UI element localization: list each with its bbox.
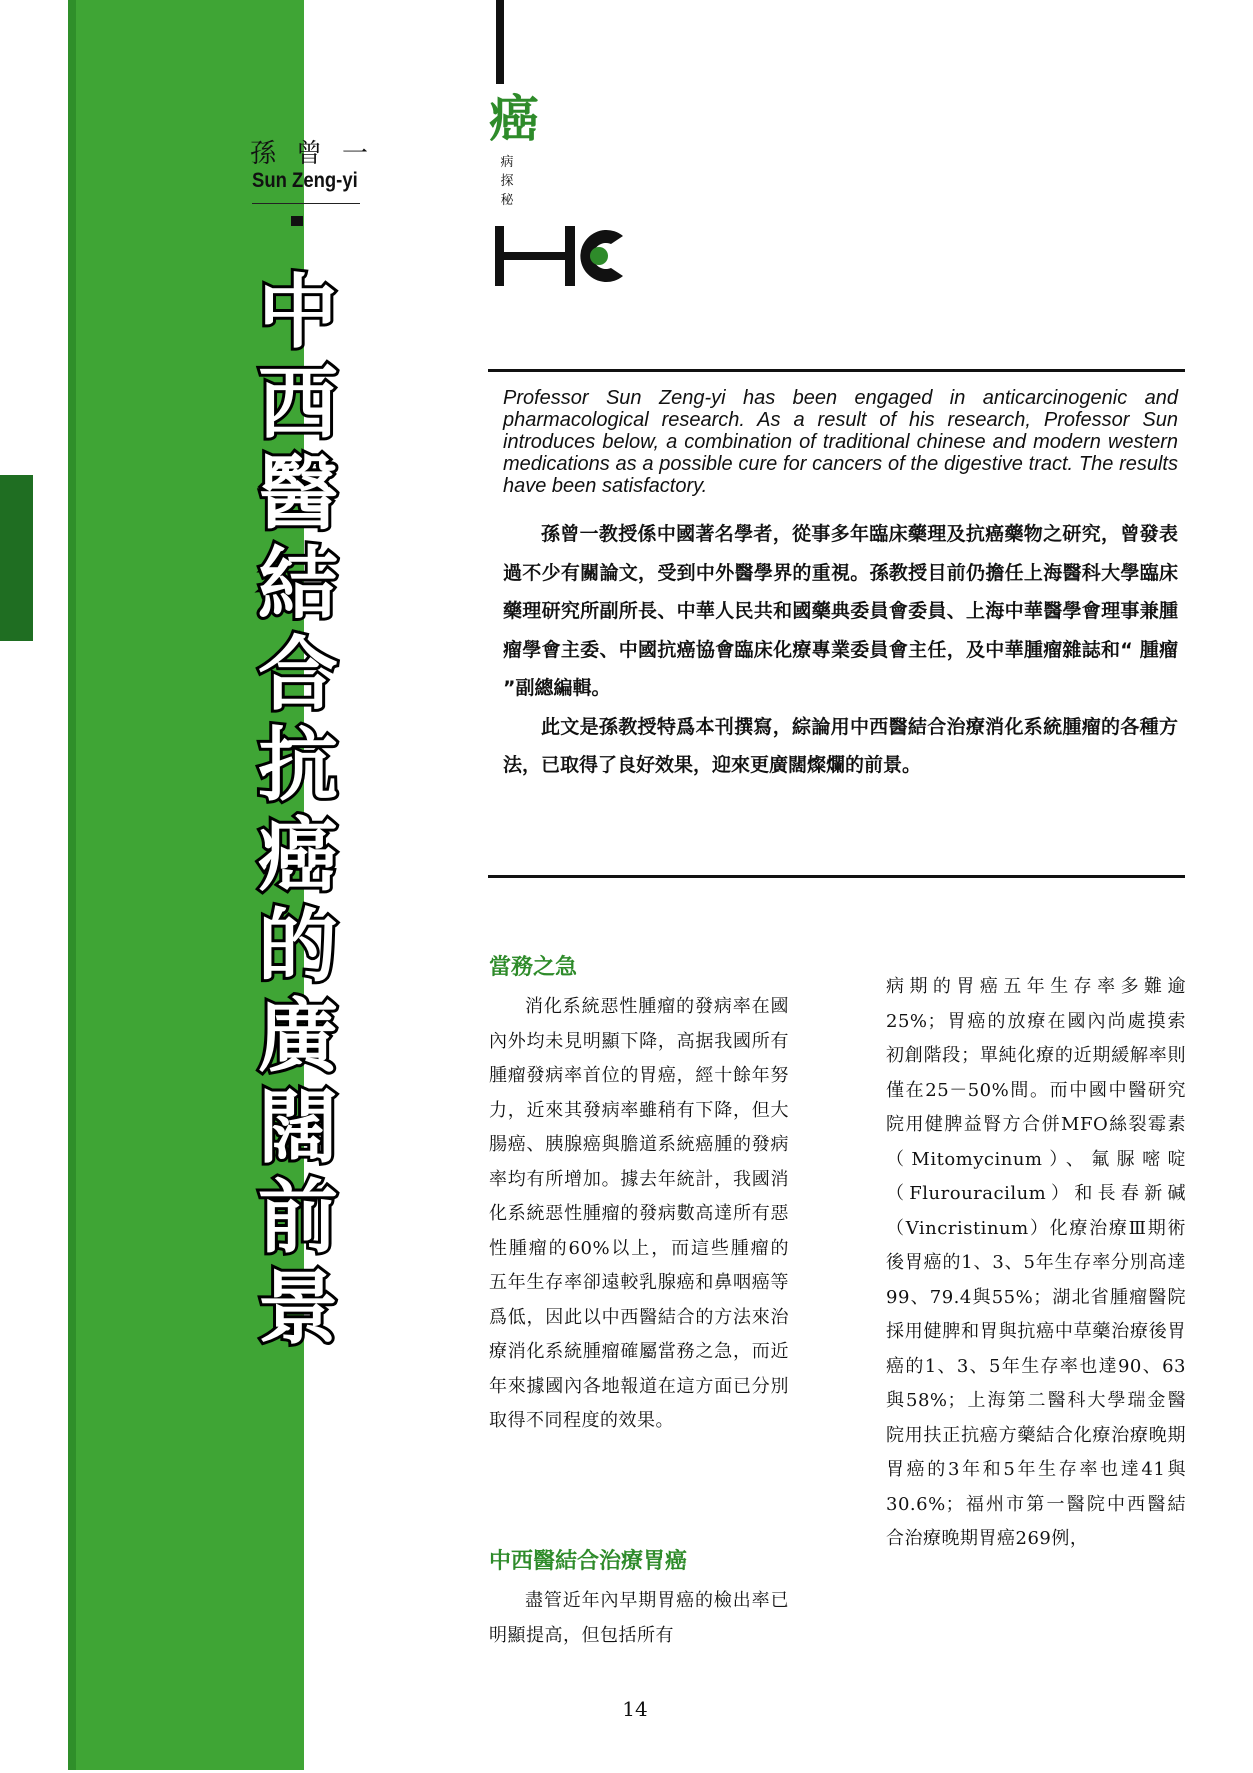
- body-column-right: [886, 970, 1186, 1557]
- abstract-bottom-rule: [488, 875, 1185, 878]
- author-name-en: Sun Zeng-yi: [252, 169, 358, 192]
- title-char: 闊: [258, 1080, 338, 1174]
- chinese-introduction: [503, 515, 1178, 785]
- title-char: 廣: [258, 990, 338, 1083]
- english-abstract: Professor Sun Zeng-yi has been engaged in anticarcinogenic and pharmacological research. As a result of his research, Professor Sun introduces below, a combination of traditional chinese and modern western medications as a possible cure for cancers of the digestive tract. The results have been satisfactory.: [503, 387, 1178, 497]
- title-char: 中: [258, 266, 338, 359]
- title-char: 前: [258, 1171, 338, 1264]
- band-shade: [68, 0, 76, 1770]
- section-logo-main: 癌: [489, 90, 539, 148]
- page-number: 14: [622, 1697, 648, 1721]
- page-edge-tab: [0, 475, 33, 641]
- logo-sub-char: 秘: [500, 193, 514, 208]
- section-heading: 當務之急: [489, 955, 578, 980]
- section-logo-sub: [500, 153, 514, 210]
- author-name-zh: 孫曾一: [250, 139, 389, 169]
- title-char: 結: [258, 537, 338, 631]
- body-column-left-continued: [489, 1584, 789, 1653]
- logo-sub-char: 病: [500, 155, 514, 170]
- body-column-left: [489, 990, 789, 1439]
- intro-paragraph: 此文是孫教授特爲本刊撰寫，綜論用中西醫結合治療消化系統腫瘤的各種方法，已取得了良好效果，迎來更廣闊燦爛的前景。: [503, 715, 1178, 776]
- body-paragraph: 病期的胃癌五年生存率多難逾25%；胃癌的放療在國內尚處摸索初創階段；單純化療的近期緩解率則僅在25－50%間。而中國中醫研究院用健脾益腎方合併MFO絲裂霉素（Mitomycinum）、氟脲嘧啶（Flurouracilum）和長春新碱（Vincristinum）化療治療Ⅲ期術後胃癌的1、3、5年生存率分別高達99、79.4與55%；湖北省腫瘤醫院採用健脾和胃與抗癌中草藥治療後胃癌的1、3、5年生存率也達90、63與58%；上海第二醫科大學瑞金醫院用扶正抗癌方藥結合化療治療晚期胃癌的3年和5年生存率也達41與30.6%；福州市第一醫院中西醫結合治療晚期胃癌269例，: [886, 976, 1186, 1549]
- logo-vertical-bar: [496, 0, 504, 84]
- title-char: 抗: [258, 718, 338, 812]
- logo-sub-char: 探: [500, 174, 514, 189]
- article-title: [253, 268, 343, 1354]
- body-paragraph: 消化系統惡性腫瘤的發病率在國內外均未見明顯下降，高据我國所有腫瘤發病率首位的胃癌，經十餘年努力，近來其發病率雖稍有下降，但大腸癌、胰腺癌與膽道系統癌腫的發病率均有所增加。據去年統計，我國消化系統惡性腫瘤的發病數高達所有惡性腫瘤的60%以上，而這些腫瘤的五年生存率卻遠較乳腺癌和鼻咽癌等爲低，因此以中西醫結合的方法來治療消化系統腫瘤確屬當務之急，而近年來據國內各地報道在這方面已分別取得不同程度的效果。: [489, 996, 789, 1431]
- title-char: 合: [258, 628, 338, 721]
- title-char: 癌: [258, 809, 338, 902]
- title-char: 的: [258, 899, 338, 993]
- abstract-top-rule: [488, 369, 1185, 372]
- intro-paragraph: 孫曾一教授係中國著名學者，從事多年臨床藥理及抗癌藥物之研究，曾發表過不少有關論文，受到中外醫學界的重視。孫教授目前仍擔任上海醫科大學臨床藥理研究所副所長、中華人民共和國藥典委員會委員、上海中華醫學會理事兼腫瘤學會主委、中國抗癌協會臨床化療專業委員會主任，及中華腫瘤雜誌和“ 腫瘤 ”副總編輯。: [503, 523, 1178, 699]
- title-char: 西: [258, 356, 338, 450]
- body-paragraph: 盡管近年內早期胃癌的檢出率已明顯提高，但包括所有: [489, 1590, 789, 1646]
- author-marker: [291, 216, 303, 226]
- author-divider: [252, 203, 360, 204]
- section-heading: 中西醫結合治療胃癌: [489, 1549, 688, 1574]
- title-char: 醫: [258, 447, 338, 540]
- hc-logo-icon: [495, 226, 630, 288]
- title-char: 景: [258, 1261, 338, 1355]
